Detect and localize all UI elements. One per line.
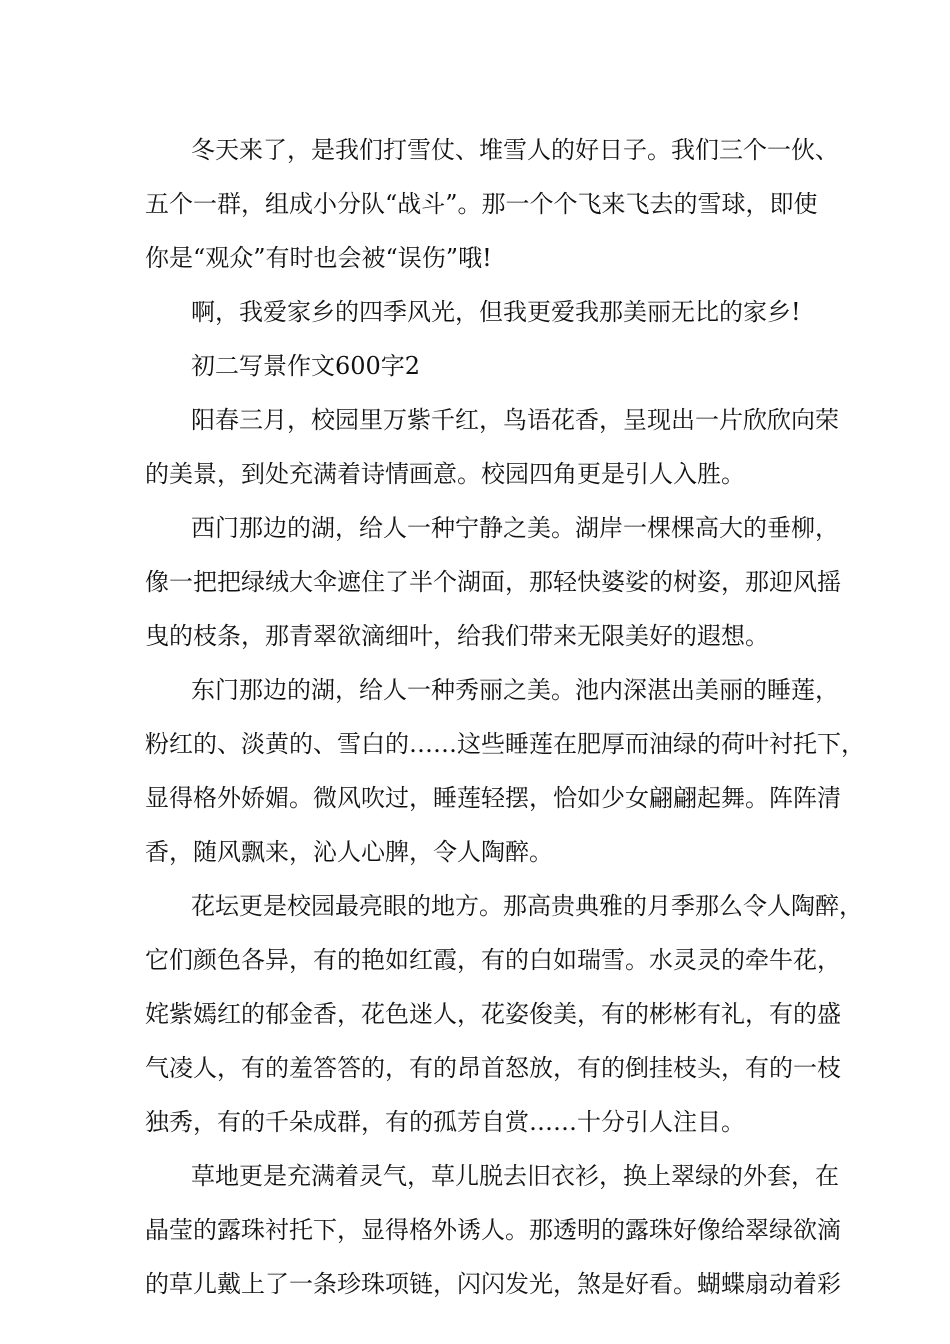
- text-line: 的草儿戴上了一条珍珠项链，闪闪发光，煞是好看。蝴蝶扇动着彩: [145, 1270, 841, 1298]
- text-line: 它们颜色各异，有的艳如红霞，有的白如瑞雪。水灵灵的牵牛花，: [145, 946, 841, 974]
- text-line: 五个一群，组成小分队“战斗”。那一个个飞来飞去的雪球，即使: [145, 190, 818, 218]
- text-line: 西门那边的湖，给人一种宁静之美。湖岸一棵棵高大的垂柳，: [191, 514, 839, 542]
- text-line: 花坛更是校园最亮眼的地方。那高贵典雅的月季那么令人陶醉，: [191, 892, 863, 920]
- paragraph-spring: [145, 401, 839, 509]
- text-line: 香，随风飘来，沁人心脾，令人陶醉。: [145, 838, 553, 866]
- text-line: 啊，我爱家乡的四季风光，但我更爱我那美丽无比的家乡!: [191, 298, 801, 326]
- text-line: 阳春三月，校园里万紫千红，鸟语花香，呈现出一片欣欣向荣: [191, 406, 839, 434]
- text-line: 冬天来了，是我们打雪仗、堆雪人的好日子。我们三个一伙、: [191, 136, 839, 164]
- section-heading: [145, 347, 823, 401]
- paragraph-west-lake: [145, 509, 841, 671]
- text-line: 的美景，到处充满着诗情画意。校园四角更是引人入胜。: [145, 460, 745, 488]
- text-line: 气凌人，有的羞答答的，有的昂首怒放，有的倒挂枝头，有的一枝: [145, 1054, 841, 1082]
- text-line: 独秀，有的千朵成群，有的孤芳自赏……十分引人注目。: [145, 1108, 745, 1136]
- text-line: 草地更是充满着灵气，草儿脱去旧衣衫，换上翠绿的外套，在: [191, 1162, 839, 1190]
- paragraph-winter: [145, 131, 839, 293]
- text-line: 曳的枝条，那青翠欲滴细叶，给我们带来无限美好的遐想。: [145, 622, 769, 650]
- paragraph-east-lake: [145, 671, 865, 887]
- text-line: 姹紫嫣红的郁金香，花色迷人，花姿俊美，有的彬彬有礼，有的盛: [145, 1000, 841, 1028]
- text-line: 你是“观众”有时也会被“误伤”哦!: [145, 244, 492, 272]
- document-body: [145, 131, 865, 1319]
- paragraph-love-hometown: [145, 293, 823, 347]
- text-line: 像一把把绿绒大伞遮住了半个湖面，那轻快婆娑的树姿，那迎风摇: [145, 568, 841, 596]
- text-line: 显得格外娇媚。微风吹过，睡莲轻摆，恰如少女翩翩起舞。阵阵清: [145, 784, 841, 812]
- essay-title: 初二写景作文600字2: [191, 352, 421, 380]
- text-line: 东门那边的湖，给人一种秀丽之美。池内深湛出美丽的睡莲，: [191, 676, 839, 704]
- text-line: 粉红的、淡黄的、雪白的……这些睡莲在肥厚而油绿的荷叶衬托下，: [145, 730, 865, 758]
- text-line: 晶莹的露珠衬托下，显得格外诱人。那透明的露珠好像给翠绿欲滴: [145, 1216, 841, 1244]
- paragraph-flower-bed: [145, 887, 863, 1157]
- paragraph-lawn: [145, 1157, 841, 1319]
